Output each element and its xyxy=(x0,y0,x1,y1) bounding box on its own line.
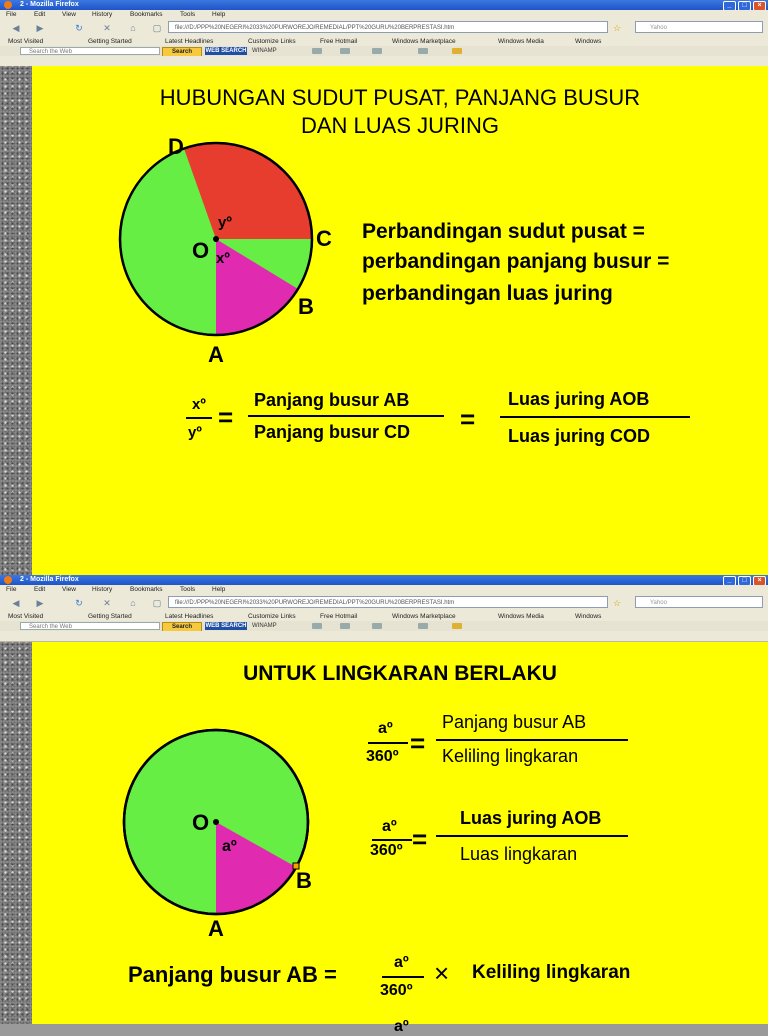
web-search-button[interactable]: WEB SEARCH xyxy=(205,48,247,54)
bookmark-windows[interactable]: Windows xyxy=(575,613,602,620)
window-title: 2 - Mozilla Firefox xyxy=(20,576,79,583)
menu-help[interactable]: Help xyxy=(212,586,226,593)
fraction-bar xyxy=(436,739,628,741)
label-c: C xyxy=(316,226,332,251)
bookmark-customize-links[interactable]: Customize Links xyxy=(248,38,296,45)
label-a: A xyxy=(208,342,224,367)
eq-lhs-numerator: xº xyxy=(192,396,206,413)
label-o: O xyxy=(192,810,210,835)
web-search-button[interactable]: WEB SEARCH xyxy=(205,623,247,629)
eq3-lhs: Panjang busur AB = xyxy=(128,962,337,987)
center-point xyxy=(213,236,219,242)
bookmark-windows-marketplace[interactable]: Windows Marketplace xyxy=(392,38,456,45)
eq3-denominator: 360º xyxy=(380,982,413,999)
winamp-button[interactable]: WINAMP xyxy=(252,48,277,54)
maximize-button[interactable]: □ xyxy=(738,1,751,11)
menu-file[interactable]: File xyxy=(6,586,17,593)
slide-title: UNTUK LINGKARAN BERLAKU xyxy=(243,662,557,685)
fraction-bar xyxy=(382,976,424,978)
center-point xyxy=(213,819,219,825)
menu-tools[interactable]: Tools xyxy=(180,586,196,593)
label-a: A xyxy=(208,916,224,941)
menu-bookmarks[interactable]: Bookmarks xyxy=(130,586,163,593)
bookmark-free-hotmail[interactable]: Free Hotmail xyxy=(320,613,358,620)
bookmark-customize-links[interactable]: Customize Links xyxy=(248,613,296,620)
toolbar-icon[interactable] xyxy=(418,623,428,629)
window-titlebar xyxy=(0,575,768,585)
eq-mid-numerator: Panjang busur AB xyxy=(254,390,410,410)
tab-strip xyxy=(0,631,768,642)
eq3-numerator: aº xyxy=(394,954,409,971)
bookmark-latest-headlines[interactable]: Latest Headlines xyxy=(165,38,214,45)
search-engine-box[interactable]: Yahoo xyxy=(635,596,763,608)
window-title: 2 - Mozilla Firefox xyxy=(20,1,79,8)
granite-margin xyxy=(0,66,32,575)
eq1-numerator: aº xyxy=(378,720,393,737)
fraction-bar xyxy=(436,835,628,837)
eq2-rhs-numerator: Luas juring AOB xyxy=(460,808,602,828)
bookmark-getting-started[interactable]: Getting Started xyxy=(88,38,132,45)
menu-help[interactable]: Help xyxy=(212,11,226,18)
menu-view[interactable]: View xyxy=(62,11,76,18)
bookmark-windows-media[interactable]: Windows Media xyxy=(498,38,544,45)
times-sign: × xyxy=(434,958,450,988)
bookmarks-toolbar xyxy=(0,612,768,621)
menu-history[interactable]: History xyxy=(92,11,113,18)
eq1-rhs-denominator: Keliling lingkaran xyxy=(442,746,579,766)
menu-bar xyxy=(0,585,768,594)
bookmark-windows-media[interactable]: Windows Media xyxy=(498,613,544,620)
eq2-numerator: aº xyxy=(382,818,397,835)
statement-line-1: Perbandingan sudut pusat = xyxy=(362,220,645,243)
menu-bar xyxy=(0,10,768,19)
slide-title-line-2: DAN LUAS JURING xyxy=(300,113,500,138)
menu-edit[interactable]: Edit xyxy=(34,586,46,593)
search-engine-box[interactable]: Yahoo xyxy=(635,21,763,33)
toolbar-icon[interactable] xyxy=(372,48,382,54)
menu-tools[interactable]: Tools xyxy=(180,11,196,18)
equals-sign: = xyxy=(410,728,426,758)
url-bar[interactable]: file:///D:/PPP%20NEGERI%2033%20PURWOREJO/REMEDIAL/PPT%20GURU%20BERPRESTASI.htm xyxy=(168,21,608,33)
bookmark-latest-headlines[interactable]: Latest Headlines xyxy=(165,613,214,620)
toolbar-icon[interactable] xyxy=(340,623,350,629)
slide-title-line-1: HUBUNGAN SUDUT PUSAT, PANJANG BUSUR xyxy=(159,85,641,110)
menu-edit[interactable]: Edit xyxy=(34,11,46,18)
bookmark-star-icon[interactable]: ☆ xyxy=(612,23,622,33)
screenshot-panel-2 xyxy=(0,575,768,1035)
equals-sign: = xyxy=(460,404,476,434)
firefox-icon xyxy=(4,576,12,584)
label-b: B xyxy=(296,868,312,893)
close-button[interactable]: × xyxy=(753,1,766,11)
equals-sign: = xyxy=(412,824,428,854)
back-icon[interactable]: ◀ xyxy=(12,23,20,33)
url-bar[interactable]: file:///D:/PPP%20NEGERI%2033%20PURWOREJO/REMEDIAL/PPT%20GURU%20BERPRESTASI.htm xyxy=(168,596,608,608)
fraction-bar xyxy=(248,415,444,417)
label-a-angle: aº xyxy=(222,838,237,855)
label-x-angle: xº xyxy=(216,250,230,267)
page-icon: ▢ xyxy=(152,598,162,608)
bookmark-most-visited[interactable]: Most Visited xyxy=(8,38,44,45)
menu-history[interactable]: History xyxy=(92,586,113,593)
statement-line-3: perbandingan luas juring xyxy=(362,282,613,305)
navigation-toolbar xyxy=(0,19,768,38)
granite-margin xyxy=(0,642,32,1024)
toolbar-icon[interactable] xyxy=(372,623,382,629)
menu-view[interactable]: View xyxy=(62,586,76,593)
search-toolbar xyxy=(0,46,768,56)
fraction-bar xyxy=(186,417,212,419)
equals-sign: = xyxy=(218,402,234,432)
fraction-bar xyxy=(500,416,690,418)
search-toolbar xyxy=(0,621,768,631)
navigation-toolbar xyxy=(0,594,768,613)
bookmark-getting-started[interactable]: Getting Started xyxy=(88,613,132,620)
fraction-bar xyxy=(372,839,412,841)
bookmark-star-icon[interactable]: ☆ xyxy=(612,598,622,608)
forward-icon[interactable]: ▶ xyxy=(36,598,44,608)
label-d: D xyxy=(168,134,184,159)
slide-1 xyxy=(32,66,768,575)
partial-next-numerator: aº xyxy=(394,1018,409,1035)
stop-icon[interactable]: ✕ xyxy=(103,598,111,608)
circle-diagram xyxy=(112,724,312,924)
eq1-denominator: 360º xyxy=(366,748,399,765)
toolbar-icon[interactable] xyxy=(312,623,322,629)
reload-icon[interactable]: ↻ xyxy=(75,23,83,33)
statement-line-2: perbandingan panjang busur = xyxy=(362,250,670,273)
back-icon[interactable]: ◀ xyxy=(12,598,20,608)
bookmark-most-visited[interactable]: Most Visited xyxy=(8,613,44,620)
bookmark-windows-marketplace[interactable]: Windows Marketplace xyxy=(392,613,456,620)
fraction-bar xyxy=(368,742,408,744)
eq2-rhs-denominator: Luas lingkaran xyxy=(460,844,578,864)
window-titlebar xyxy=(0,0,768,10)
eq2-denominator: 360º xyxy=(370,842,403,859)
firefox-icon xyxy=(4,1,12,9)
eq-rhs-denominator: Luas juring COD xyxy=(508,426,651,446)
maximize-button[interactable]: □ xyxy=(738,576,751,586)
label-y-angle: yº xyxy=(218,214,232,231)
label-b: B xyxy=(298,294,314,319)
close-button[interactable]: × xyxy=(753,576,766,586)
eq-rhs-numerator: Luas juring AOB xyxy=(508,389,650,409)
winamp-button[interactable]: WINAMP xyxy=(252,623,277,629)
bookmark-windows[interactable]: Windows xyxy=(575,38,602,45)
eq3-rhs: Keliling lingkaran xyxy=(472,962,631,983)
bookmarks-toolbar xyxy=(0,37,768,46)
menu-file[interactable]: File xyxy=(6,11,17,18)
search-button[interactable]: Search xyxy=(162,622,202,632)
web-search-input[interactable]: Search the Web xyxy=(20,622,160,630)
search-button[interactable]: Search xyxy=(162,47,202,57)
toolbar-icon[interactable] xyxy=(340,48,350,54)
toolbar-icon[interactable] xyxy=(418,48,428,54)
slide-2 xyxy=(32,642,768,1035)
home-icon[interactable]: ⌂ xyxy=(130,23,136,33)
bookmark-free-hotmail[interactable]: Free Hotmail xyxy=(320,38,358,45)
forward-icon[interactable]: ▶ xyxy=(36,23,44,33)
toolbar-icon[interactable] xyxy=(452,48,462,54)
eq-lhs-denominator: yº xyxy=(188,424,202,441)
label-o: O xyxy=(192,238,210,263)
menu-bookmarks[interactable]: Bookmarks xyxy=(130,11,163,18)
eq-mid-denominator: Panjang busur CD xyxy=(254,422,411,442)
toolbar-icon[interactable] xyxy=(452,623,462,629)
stop-icon[interactable]: ✕ xyxy=(103,23,111,33)
page-icon: ▢ xyxy=(152,23,162,33)
minimize-button[interactable]: _ xyxy=(723,576,736,586)
home-icon[interactable]: ⌂ xyxy=(130,598,136,608)
reload-icon[interactable]: ↻ xyxy=(75,598,83,608)
minimize-button[interactable]: _ xyxy=(723,1,736,11)
web-search-input[interactable]: Search the Web xyxy=(20,47,160,55)
eq1-rhs-numerator: Panjang busur AB xyxy=(442,712,587,732)
toolbar-icon[interactable] xyxy=(312,48,322,54)
